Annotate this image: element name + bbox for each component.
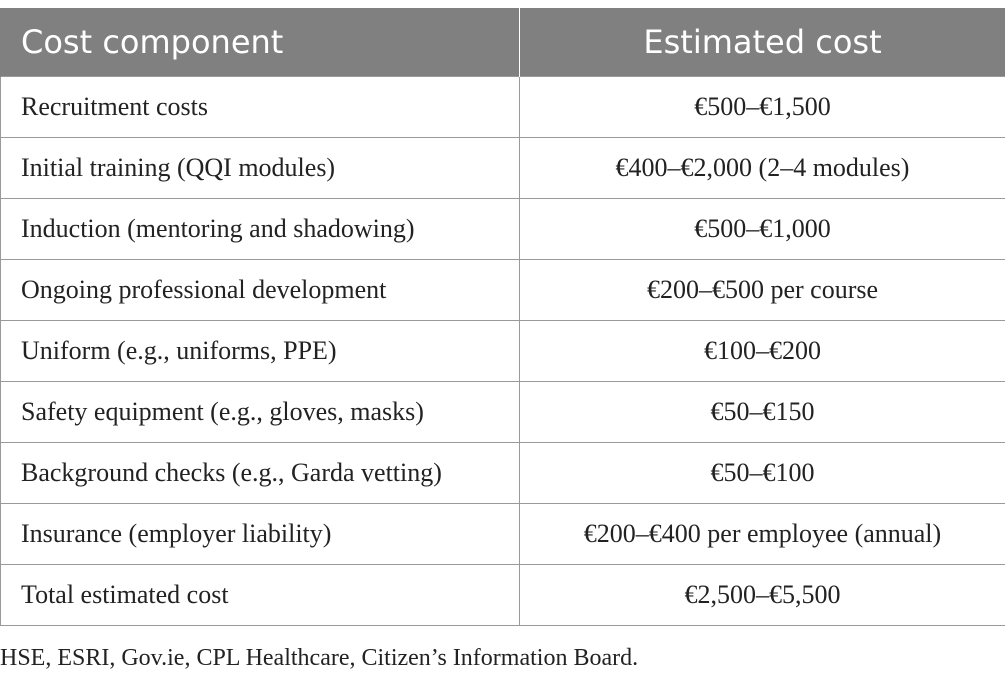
- estimated-cost-cell: €400–€2,000 (2–4 modules): [520, 138, 1005, 199]
- cost-component-cell: Background checks (e.g., Garda vetting): [1, 443, 520, 504]
- table-row: [1, 199, 1005, 260]
- estimated-cost-cell: €200–€500 per course: [520, 260, 1005, 321]
- cost-component-cell: Ongoing professional development: [1, 260, 520, 321]
- cost-component-cell: Safety equipment (e.g., gloves, masks): [1, 382, 520, 443]
- estimated-cost-cell: €50–€150: [520, 382, 1005, 443]
- table-row: [1, 382, 1005, 443]
- column-header-cost-component: Cost component: [1, 8, 520, 77]
- cost-component-cell: Uniform (e.g., uniforms, PPE): [1, 321, 520, 382]
- cost-component-cell: Induction (mentoring and shadowing): [1, 199, 520, 260]
- source-note: HSE, ESRI, Gov.ie, CPL Healthcare, Citizen’s Information Board.: [0, 645, 639, 671]
- estimated-cost-cell: €500–€1,500: [520, 77, 1005, 138]
- table-row: [1, 138, 1005, 199]
- estimated-cost-cell: €100–€200: [520, 321, 1005, 382]
- estimated-cost-cell: €50–€100: [520, 443, 1005, 504]
- cost-component-cell: Initial training (QQI modules): [1, 138, 520, 199]
- table-row: [1, 504, 1005, 565]
- column-header-estimated-cost: Estimated cost: [520, 8, 1005, 77]
- estimated-cost-cell: €200–€400 per employee (annual): [520, 504, 1005, 565]
- table-row: [1, 321, 1005, 382]
- table-header-row: [1, 8, 1005, 77]
- estimated-cost-cell: €500–€1,000: [520, 199, 1005, 260]
- cost-table: [0, 8, 1005, 626]
- cost-component-cell: Recruitment costs: [1, 77, 520, 138]
- table-row: [1, 443, 1005, 504]
- cost-component-cell: Insurance (employer liability): [1, 504, 520, 565]
- estimated-cost-cell: €2,500–€5,500: [520, 565, 1005, 626]
- table-row-total: [1, 565, 1005, 626]
- table-row: [1, 260, 1005, 321]
- cost-component-cell: Total estimated cost: [1, 565, 520, 626]
- table-row: [1, 77, 1005, 138]
